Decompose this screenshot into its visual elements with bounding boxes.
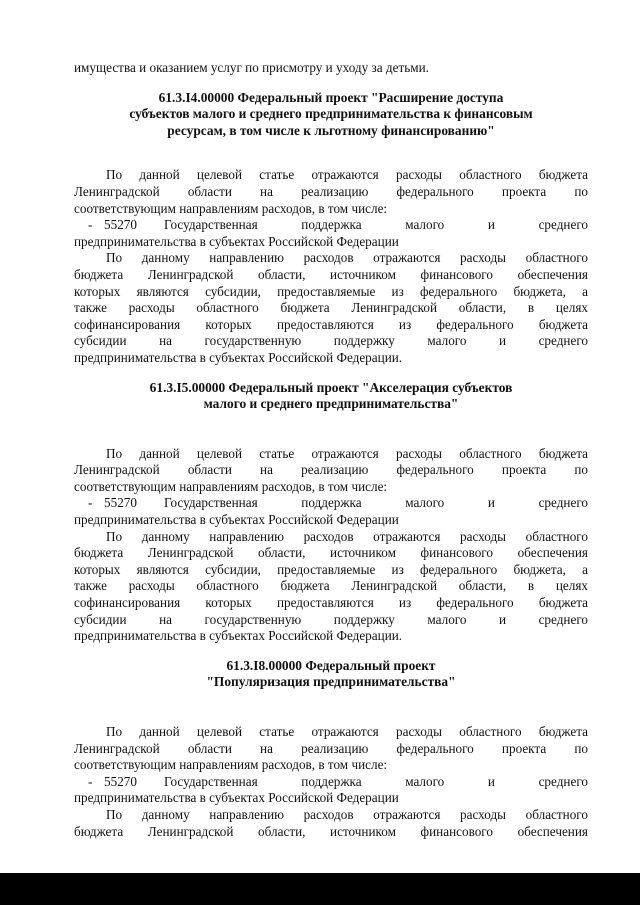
list-item-text-cont: предпринимательства в субъектах Российской Федерации bbox=[74, 512, 399, 528]
expense-code: 55270 bbox=[104, 495, 137, 511]
section-heading-line: 61.3.I8.00000 Федеральный проект bbox=[226, 657, 436, 673]
paragraph-line: По данной целевой статье отражаются расходы областного бюджета bbox=[106, 167, 588, 183]
paragraph-line: По данному направлению расходов отражаются расходы областного bbox=[106, 528, 588, 544]
paragraph-line: Ленинградской области на реализацию федерального проекта по bbox=[74, 183, 588, 199]
section-heading-line: "Популяризация предпринимательства" bbox=[206, 674, 456, 690]
list-item bbox=[74, 774, 588, 791]
list-item bbox=[74, 217, 588, 234]
list-dash: - bbox=[88, 495, 93, 511]
paragraph-line: По данному направлению расходов отражаются расходы областного bbox=[106, 806, 588, 822]
list-item bbox=[74, 495, 588, 512]
paragraph-line: софинансирования которых предоставляются из федерального бюджета bbox=[74, 316, 588, 332]
list-item-text-cont: предпринимательства в субъектах Российской Федерации bbox=[74, 790, 399, 806]
section-heading-line: субъектов малого и среднего предпринимательства к финансовым bbox=[129, 106, 533, 122]
paragraph-line: субсидии на государственную поддержку малого и среднего bbox=[74, 611, 588, 627]
paragraph-line: Ленинградской области на реализацию федерального проекта по bbox=[74, 740, 588, 756]
paragraph-line: По данной целевой статье отражаются расходы областного бюджета bbox=[106, 724, 588, 739]
list-dash: - bbox=[88, 217, 93, 233]
section-i4 bbox=[74, 90, 588, 367]
expense-code: 55270 bbox=[104, 217, 137, 233]
paragraph-line: По данному направлению расходов отражаются расходы областного bbox=[106, 250, 588, 266]
section-i8 bbox=[74, 658, 588, 840]
paragraph-line: соответствующим направлениям расходов, в том числе: bbox=[74, 200, 388, 216]
paragraph-line: предпринимательства в субъектах Российской Федерации. bbox=[74, 349, 403, 365]
paragraph-line: которых являются субсидии, предоставляемые из федерального бюджета, а bbox=[74, 561, 588, 577]
paragraph-line: предпринимательства в субъектах Российской Федерации. bbox=[74, 628, 403, 644]
paragraph-line: которых являются субсидии, предоставляемые из федерального бюджета, а bbox=[74, 283, 588, 299]
scan-bottom-edge bbox=[0, 873, 640, 905]
paragraph-line: соответствующим направлениям расходов, в том числе: bbox=[74, 757, 388, 773]
paragraph-line: бюджета Ленинградской области, источником финансового обеспечения bbox=[74, 823, 588, 839]
section-heading-line: ресурсам, в том числе к льготному финансированию" bbox=[167, 122, 495, 138]
document-page bbox=[74, 60, 588, 840]
paragraph-line: субсидии на государственную поддержку малого и среднего bbox=[74, 333, 588, 349]
section-heading-line: малого и среднего предпринимательства" bbox=[203, 396, 459, 412]
list-dash: - bbox=[88, 773, 93, 789]
section-i5 bbox=[74, 380, 588, 645]
list-item-text-cont: предпринимательства в субъектах Российской Федерации bbox=[74, 233, 399, 249]
expense-code: 55270 bbox=[104, 773, 137, 789]
intro-tail-text: имущества и оказанием услуг по присмотру и уходу за детьми. bbox=[74, 60, 429, 75]
paragraph-line: также расходы областного бюджета Ленинградской области, в целях bbox=[74, 300, 588, 316]
paragraph-line: бюджета Ленинградской области, источником финансового обеспечения bbox=[74, 266, 588, 282]
list-item-text: Государственная поддержка малого и среднего bbox=[164, 217, 588, 233]
list-item-text: Государственная поддержка малого и среднего bbox=[164, 495, 588, 511]
section-heading-line: 61.3.I4.00000 Федеральный проект "Расширение доступа bbox=[158, 89, 504, 105]
list-item-text: Государственная поддержка малого и среднего bbox=[164, 773, 588, 789]
paragraph-line: соответствующим направлениям расходов, в том числе: bbox=[74, 478, 388, 494]
paragraph-line: бюджета Ленинградской области, источником финансового обеспечения bbox=[74, 545, 588, 561]
section-heading-line: 61.3.I5.00000 Федеральный проект "Акселерация субъектов bbox=[149, 379, 513, 395]
paragraph-line: Ленинградской области на реализацию федерального проекта по bbox=[74, 462, 588, 478]
paragraph-line: По данной целевой статье отражаются расходы областного бюджета bbox=[106, 445, 588, 461]
paragraph-line: софинансирования которых предоставляются из федерального бюджета bbox=[74, 595, 588, 611]
paragraph-line: также расходы областного бюджета Ленинградской области, в целях bbox=[74, 578, 588, 594]
